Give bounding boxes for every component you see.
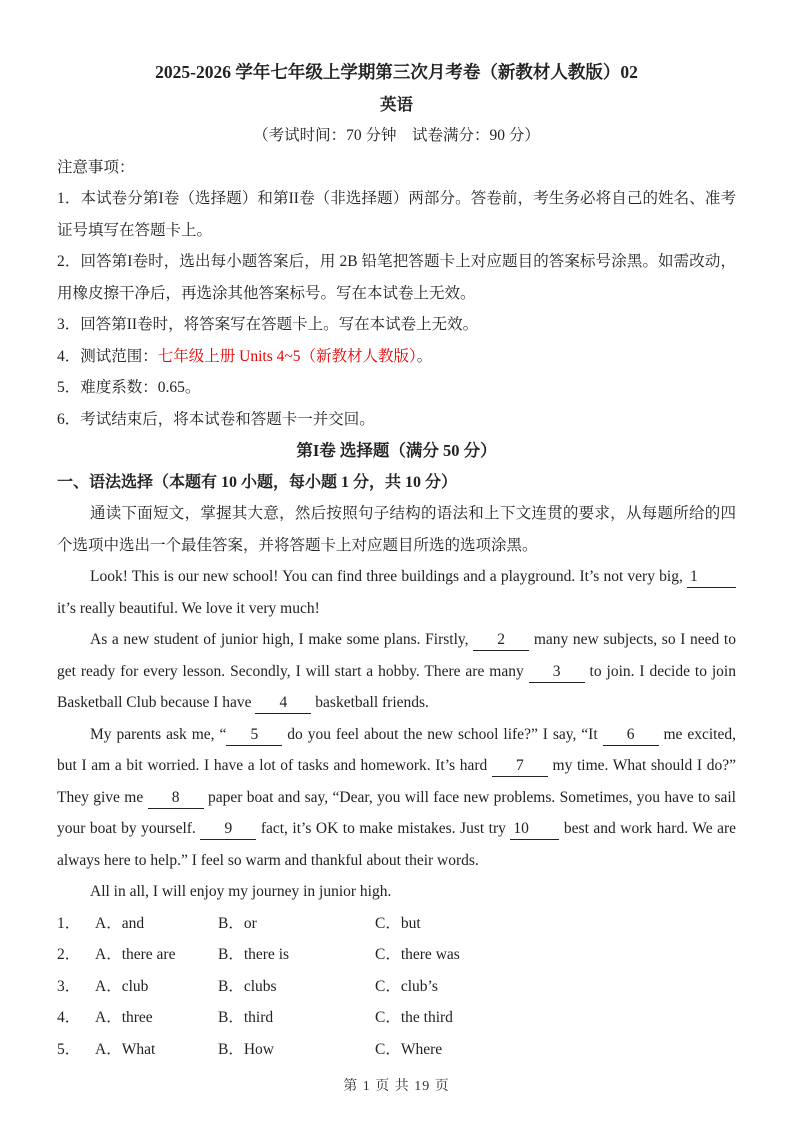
question-number: 3． [57, 977, 81, 995]
blank-9: 9 [200, 819, 256, 840]
blank-1: 1 [687, 567, 736, 588]
option-row-4 [57, 1002, 736, 1034]
section1-title: 第I卷 选择题（满分 50 分） [296, 441, 497, 460]
exam-time-score-info: （考试时间：70 分钟 试卷满分：90 分） [253, 127, 540, 144]
option-row-2 [57, 939, 736, 971]
option-c: C．the third [375, 1009, 453, 1026]
page-footer: 第 1 页 共 19 页 [343, 1079, 450, 1094]
option-c: C．club’s [375, 977, 438, 995]
option-a: A．club [95, 977, 149, 995]
option-b: B．there is [218, 946, 290, 963]
option-b: B．clubs [218, 977, 277, 995]
passage-text: Look! This is our new school! You can find three buildings and a playground. It’s not very big, [90, 568, 687, 585]
option-row-3 [57, 971, 736, 1003]
passage-text: fact, it’s OK to make mistakes. Just try [256, 820, 511, 837]
passage-paragraph-4: All in all, I will enjoy my journey in junior high. [90, 883, 392, 900]
passage-text: My parents ask me, “ [90, 725, 227, 743]
option-c: C．Where [375, 1040, 443, 1058]
notice-4-suffix: 。 [416, 347, 433, 365]
part1-heading: 一、语法选择（本题有 10 小题，每小题 1 分，共 10 分） [57, 473, 458, 491]
passage-paragraph-1 [57, 561, 736, 624]
passage-paragraph-2 [57, 624, 736, 719]
option-a: A．What [95, 1040, 156, 1058]
notice-item-6: 6．考试结束后，将本试卷和答题卡一并交回。 [57, 410, 375, 428]
passage-text: paper boat and say, “Dear, you will face new problems. Sometimes, you have to sail your boat by yourself. [57, 788, 736, 837]
option-c: C．there was [375, 946, 460, 963]
passage-text: my time. What should I do?” They give me [57, 757, 736, 806]
option-b: B．third [218, 1009, 274, 1026]
passage-text: to join. I decide to join Basketball Club because I have [57, 662, 736, 711]
passage-text: basketball friends. [311, 694, 429, 711]
blank-4: 4 [255, 693, 311, 714]
option-c: C．but [375, 914, 421, 932]
passage-text: me excited, but I am a bit worried. I have a lot of tasks and homework. It’s hard [57, 725, 736, 774]
options-list [57, 908, 736, 1066]
notice-4-prefix: 4．测试范围： [57, 347, 158, 365]
blank-3: 3 [529, 662, 585, 683]
passage-text: it’s really beautiful. We love it very much! [57, 599, 320, 617]
question-number: 1． [57, 914, 81, 932]
question-number: 2． [57, 946, 81, 963]
question-number: 5． [57, 1040, 81, 1058]
blank-6: 6 [603, 725, 659, 746]
exam-subject: 英语 [380, 94, 413, 114]
passage-text: As a new student of junior high, I make some plans. Firstly, [90, 631, 474, 648]
passage-text: do you feel about the new school life?” I say, “It [282, 725, 603, 743]
notice-item-2: 2．回答第I卷时，选出每小题答案后，用 2B 铅笔把答题卡上对应题目的答案标号涂黑。如需改动，用橡皮擦干净后，再选涂其他答案标号。写在本试卷上无效。 [57, 253, 736, 302]
passage-text: many new subjects, so I need to get ready for every lesson. Secondly, I will start a hobby. There are many [57, 631, 736, 680]
question-number: 4． [57, 1009, 81, 1026]
option-b: B．How [218, 1040, 274, 1058]
exam-title: 2025-2026 学年七年级上学期第三次月考卷（新教材人教版）02 [155, 62, 638, 82]
blank-8: 8 [148, 788, 204, 809]
blank-10: 10 [510, 819, 559, 840]
notice-item-1: 1．本试卷分第I卷（选择题）和第II卷（非选择题）两部分。答卷前，考生务必将自己的姓名、准考证号填写在答题卡上。 [57, 190, 736, 239]
passage-paragraph-3 [57, 719, 736, 877]
option-b: B．or [218, 914, 257, 932]
blank-5: 5 [226, 725, 282, 746]
blank-2: 2 [473, 630, 529, 651]
option-row-1 [57, 908, 736, 940]
option-row-5 [57, 1034, 736, 1066]
option-a: A．three [95, 1009, 153, 1026]
option-a: A．there are [95, 946, 176, 963]
passage-text: best and work hard. We are always here to help.” I feel so warm and thankful about their words. [57, 820, 737, 869]
notice-item-5: 5．难度系数：0.65。 [57, 379, 201, 396]
blank-7: 7 [492, 756, 548, 777]
notices-heading: 注意事项： [57, 158, 135, 176]
part1-instructions: 通读下面短文，掌握其大意，然后按照句子结构的语法和上下文连贯的要求，从每题所给的四个选项中选出一个最佳答案，并将答题卡上对应题目所选的选项涂黑。 [57, 505, 736, 554]
notice-item-3: 3．回答第II卷时，将答案写在答题卡上。写在本试卷上无效。 [57, 316, 479, 333]
option-a: A．and [95, 914, 145, 932]
notice-item-4 [57, 341, 736, 373]
notice-4-test-scope: 七年级上册 Units 4~5（新教材人教版） [157, 347, 417, 365]
